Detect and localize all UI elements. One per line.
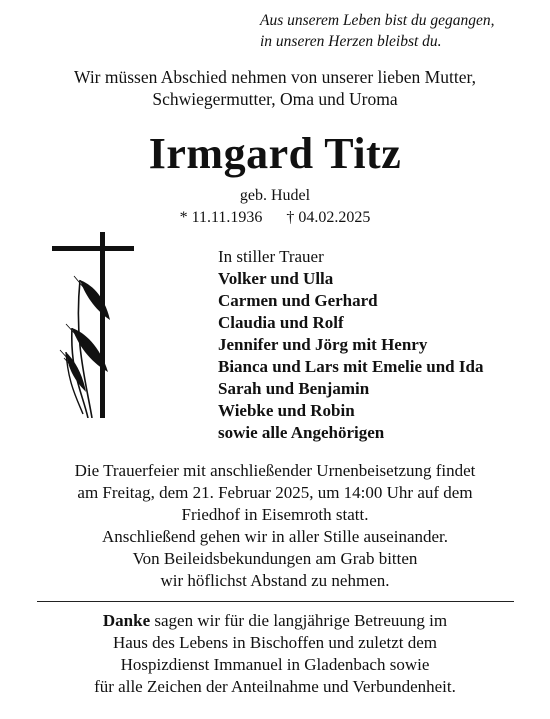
mourner-name: Jennifer und Jörg mit Henry — [218, 335, 428, 354]
thanks-text — [0, 610, 550, 698]
death-date: † 04.02.2025 — [286, 209, 371, 226]
mourner-name: Wiebke und Robin — [218, 401, 355, 420]
poem-line-1: Aus unserem Leben bist du gegangen, — [260, 12, 495, 29]
funeral-line: Von Beileidsbekundungen am Grab bitten — [132, 549, 418, 568]
thanks-first-rest: sagen wir für die langjährige Betreuung im — [150, 611, 448, 630]
intro-text — [0, 66, 550, 110]
funeral-notice — [0, 460, 550, 592]
funeral-line: Friedhof in Eisemroth statt. — [181, 505, 369, 524]
poem-line-2: in unseren Herzen bleibst du. — [260, 33, 442, 50]
cross-with-wheat-icon — [52, 232, 134, 418]
funeral-line: Anschließend gehen wir in aller Stille auseinander. — [101, 527, 449, 546]
life-dates — [0, 208, 550, 228]
mourner-name: Sarah und Benjamin — [218, 379, 370, 398]
funeral-line: wir höflichst Abstand zu nehmen. — [160, 571, 390, 590]
thanks-bold: Danke — [102, 611, 151, 630]
birth-name: geb. Hudel — [239, 187, 311, 204]
funeral-line: Die Trauerfeier mit anschließender Urnenbeisetzung findet — [74, 461, 476, 480]
mourner-name: Volker und Ulla — [218, 269, 334, 288]
thanks-line: für alle Zeichen der Anteilnahme und Verbundenheit. — [94, 677, 456, 696]
mourner-name: Carmen und Gerhard — [218, 291, 378, 310]
mourners-list — [218, 246, 483, 444]
thanks-line: Hospizdienst Immanuel in Gladenbach sowie — [120, 655, 430, 674]
divider — [37, 601, 514, 602]
deceased-name: Irmgard Titz — [148, 129, 402, 178]
birth-date: * 11.11.1936 — [179, 209, 263, 226]
mourner-name: sowie alle Angehörigen — [218, 423, 385, 442]
poem — [260, 10, 522, 52]
thanks-line: Haus des Lebens in Bischoffen und zuletzt dem — [112, 633, 438, 652]
funeral-line: am Freitag, dem 21. Februar 2025, um 14:00 Uhr auf dem — [77, 483, 473, 502]
mourner-name: Bianca und Lars mit Emelie und Ida — [218, 357, 484, 376]
mourners-lead: In stiller Trauer — [218, 247, 324, 266]
intro-line-1: Wir müssen Abschied nehmen von unserer lieben Mutter, — [74, 67, 476, 87]
thanks-line-1 — [0, 610, 550, 632]
intro-line-2: Schwiegermutter, Oma und Uroma — [152, 89, 398, 109]
mourner-name: Claudia und Rolf — [218, 313, 344, 332]
